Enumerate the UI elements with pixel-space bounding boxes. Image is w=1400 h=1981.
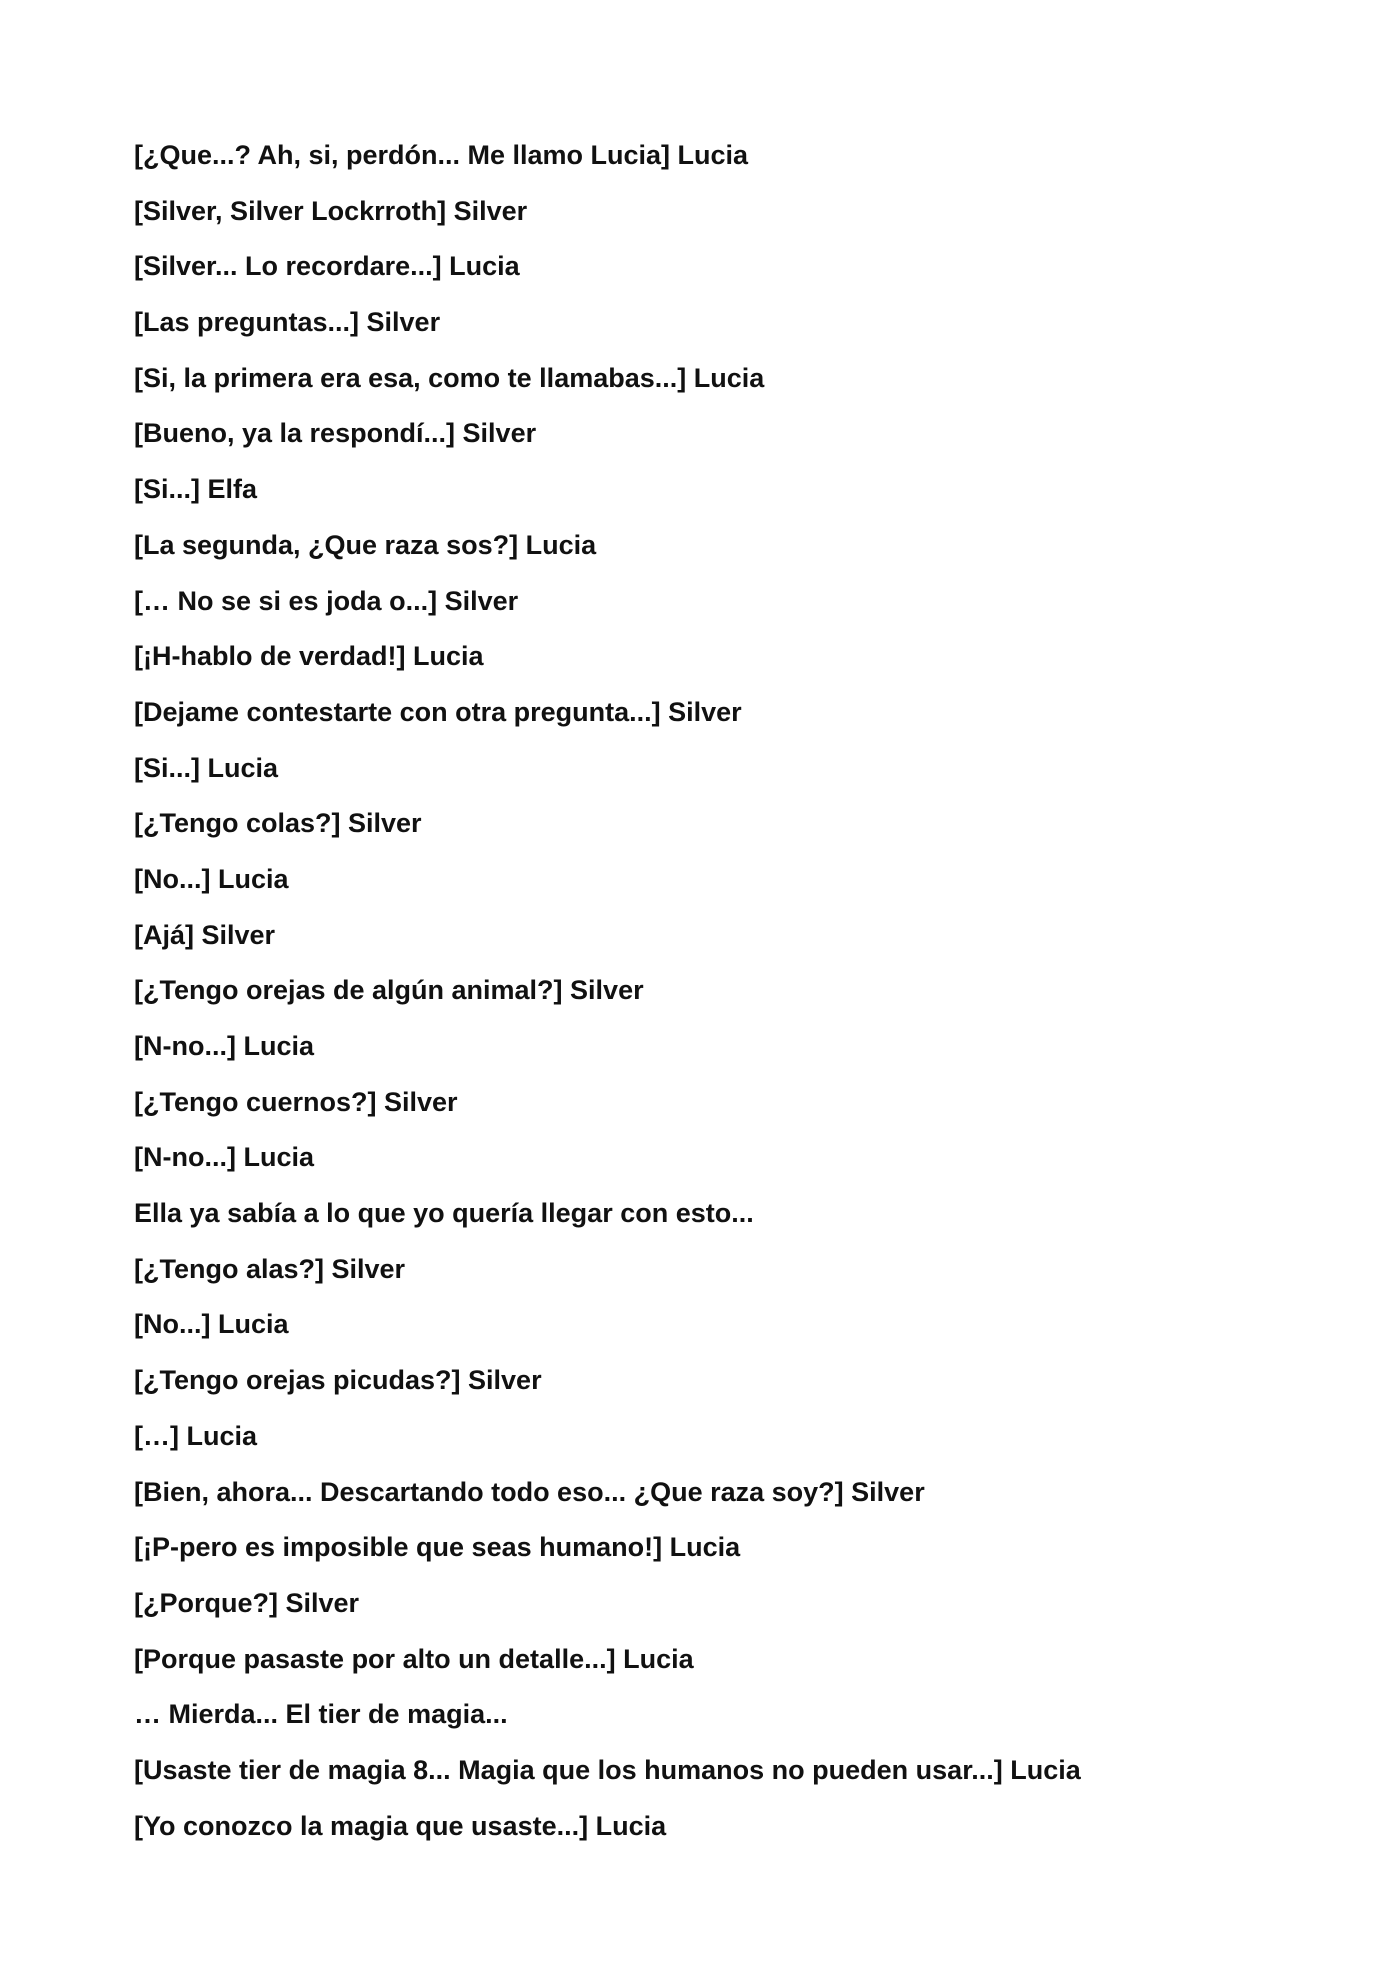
dialogue-line: [Usaste tier de magia 8... Magia que los humanos no pueden usar...] Lucia (134, 1754, 1081, 1785)
dialogue-line: [Bueno, ya la respondí...] Silver (134, 418, 537, 449)
dialogue-line: [Si, la primera era esa, como te llamabas...] Lucia (134, 362, 765, 393)
narration-line: … Mierda... El tier de magia... (134, 1699, 508, 1730)
dialogue-text-block (134, 128, 1314, 1854)
dialogue-line: [Yo conozco la magia que usaste...] Lucia (134, 1810, 667, 1841)
dialogue-line: […] Lucia (134, 1420, 258, 1451)
dialogue-line: [Silver... Lo recordare...] Lucia (134, 251, 520, 282)
dialogue-line: [¿Tengo orejas picudas?] Silver (134, 1365, 542, 1396)
dialogue-line: [¿Tengo orejas de algún animal?] Silver (134, 975, 644, 1006)
dialogue-line: [No...] Lucia (134, 1309, 289, 1340)
dialogue-line: [Las preguntas...] Silver (134, 307, 441, 338)
dialogue-line: [N-no...] Lucia (134, 1142, 314, 1173)
dialogue-line: [No...] Lucia (134, 863, 289, 894)
dialogue-line: [¡P-pero es imposible que seas humano!] Lucia (134, 1532, 741, 1563)
dialogue-line: [¿Que...? Ah, si, perdón... Me llamo Lucia] Lucia (134, 140, 749, 170)
dialogue-line: [… No se si es joda o...] Silver (134, 585, 519, 616)
dialogue-line: [¿Tengo alas?] Silver (134, 1253, 406, 1284)
dialogue-line: [Silver, Silver Lockrroth] Silver (134, 195, 528, 226)
dialogue-line: [Si...] Elfa (134, 474, 258, 505)
dialogue-line: [Si...] Lucia (134, 752, 279, 783)
dialogue-line: [La segunda, ¿Que raza sos?] Lucia (134, 529, 597, 560)
dialogue-line: [Dejame contestarte con otra pregunta...] Silver (134, 696, 742, 727)
dialogue-line: [Ajá] Silver (134, 919, 276, 950)
dialogue-line: [¡H-hablo de verdad!] Lucia (134, 641, 484, 672)
dialogue-line: [N-no...] Lucia (134, 1031, 314, 1061)
dialogue-line: [Porque pasaste por alto un detalle...] Lucia (134, 1643, 694, 1674)
dialogue-line: [Bien, ahora... Descartando todo eso... ¿Que raza soy?] Silver (134, 1476, 925, 1507)
dialogue-line: [¿Porque?] Silver (134, 1587, 360, 1618)
dialogue-line: [¿Tengo cuernos?] Silver (134, 1086, 458, 1117)
narration-line: Ella ya sabía a lo que yo quería llegar con esto... (134, 1198, 754, 1229)
dialogue-line: [¿Tengo colas?] Silver (134, 808, 422, 839)
